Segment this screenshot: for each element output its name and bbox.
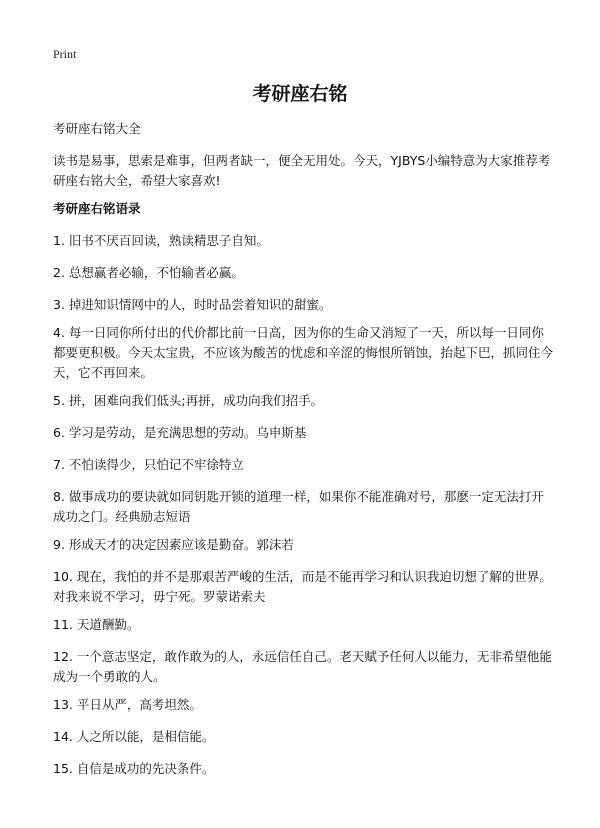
quote-item-7: 7. 不怕读得少，只怕记不牢徐特立	[53, 457, 244, 472]
quote-item-10: 10. 现在，我怕的并不是那艰苦严峻的生活，而是不能再学习和认识我迫切想了解的世界。对我来说不学习，毋宁死。罗蒙诺索夫	[53, 569, 552, 604]
quote-item-5: 5. 拼，困难向我们低头;再拼，成功向我们招手。	[53, 393, 324, 408]
quote-item-11: 11. 天道酬勤。	[53, 617, 140, 632]
quote-item-1: 1. 旧书不厌百回读，熟读精思子自知。	[53, 233, 269, 248]
section-heading: 考研座右铭语录	[53, 201, 141, 216]
quote-item-9: 9. 形成天才的决定因素应该是勤奋。郭沫若	[53, 537, 294, 552]
quote-item-3: 3. 掉进知识情网中的人，时时品尝着知识的甜蜜。	[53, 297, 332, 312]
document-subtitle: 考研座右铭大全	[53, 121, 141, 136]
quote-item-12: 12. 一个意志坚定，敢作敢为的人，永远信任自己。老天赋予任何人以能力，无非希望他能成为一个勇敢的人。	[53, 649, 552, 684]
quote-item-8: 8. 做事成功的要诀就如同钥匙开锁的道理一样，如果你不能准确对号，那麽一定无法打开成功之门。经典励志短语	[53, 489, 544, 524]
quote-item-4: 4. 每一日同你所付出的代价都比前一日高，因为你的生命又消短了一天，所以每一日同你都要更积极。今天太宝贵，不应该为酸苦的忧虑和辛涩的悔恨所销蚀，抬起下巴，抓同住今天，它不再回来。	[53, 325, 554, 380]
quote-item-13: 13. 平日从严，高考坦然。	[53, 697, 202, 712]
quote-item-6: 6. 学习是劳动，是充满思想的劳动。乌申斯基	[53, 425, 307, 440]
page-title: 考研座右铭	[252, 83, 348, 105]
intro-paragraph: 读书是易事，思索是难事，但两者缺一，便全无用处。今天，YJBYS小编特意为大家推荐考研座右铭大全，希望大家喜欢!	[53, 153, 551, 188]
quote-item-2: 2. 总想赢者必输，不怕输者必赢。	[53, 265, 244, 280]
quote-item-14: 14. 人之所以能，是相信能。	[53, 729, 215, 744]
quote-item-15: 15. 自信是成功的先决条件。	[53, 761, 215, 776]
print-link[interactable]: Print	[53, 47, 77, 61]
